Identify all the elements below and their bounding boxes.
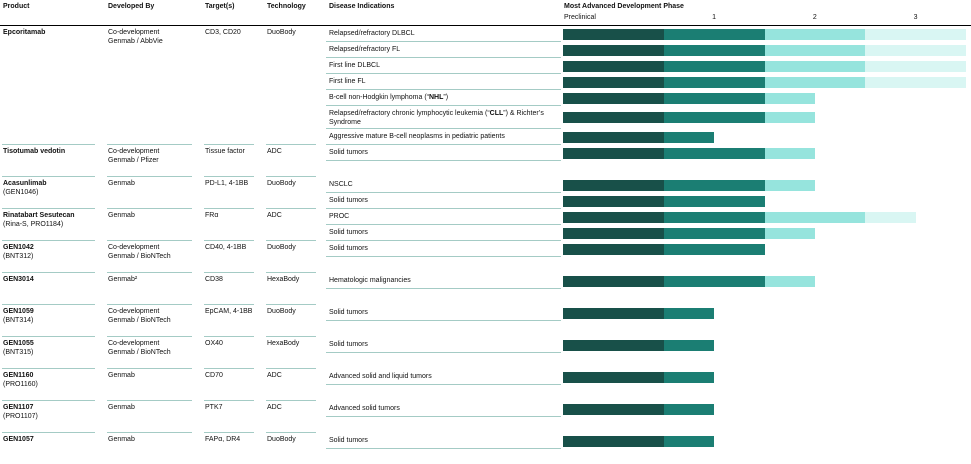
indication-label: Aggressive mature B-cell neoplasms in pediatric patients	[326, 129, 563, 145]
indication-row	[326, 433, 966, 449]
phase-bar-segment-preclinical	[563, 112, 664, 123]
technology-cell: DuoBody	[264, 177, 326, 209]
indication-row	[326, 241, 966, 257]
indication-label: Solid tumors	[326, 241, 563, 257]
target-cell: CD70	[202, 369, 264, 401]
indication-rows	[326, 209, 966, 241]
phase-bar-segment-preclinical	[563, 340, 664, 351]
developed-by-line: Genmab	[108, 372, 135, 380]
phase-bar	[563, 212, 916, 223]
phase-bar-segment-preclinical	[563, 93, 664, 104]
product-group	[0, 209, 971, 241]
col-header-targets: Target(s)	[205, 3, 235, 10]
indication-row	[326, 401, 966, 417]
indication-label: Relapsed/refractory FL	[326, 42, 563, 58]
product-cell	[0, 337, 105, 369]
product-name: GEN1160	[3, 372, 34, 380]
phase-label-1: 1	[712, 14, 717, 22]
target-cell: PTK7	[202, 401, 264, 433]
phase-bar-segment-phase-1	[664, 148, 765, 159]
phase-bar-segment-phase-1	[664, 372, 714, 383]
indication-row	[326, 193, 966, 209]
phase-bar-cell	[563, 90, 966, 106]
indication-row	[326, 145, 966, 161]
phase-bar	[563, 308, 714, 319]
phase-bar-segment-preclinical	[563, 61, 664, 72]
indication-label: Solid tumors	[326, 193, 563, 209]
phase-bar	[563, 196, 765, 207]
phase-bar-segment-phase-1	[664, 77, 765, 88]
col-header-developed-by: Developed By	[108, 3, 155, 10]
phase-bar-cell	[563, 225, 966, 241]
phase-bar-segment-preclinical	[563, 308, 664, 319]
phase-bar-segment-phase-3	[865, 77, 966, 88]
developed-by-line: Co-development	[108, 148, 160, 156]
product-name: Tisotumab vedotin	[3, 148, 66, 156]
developed-by-cell	[105, 26, 202, 145]
phase-bar	[563, 45, 966, 56]
target-cell: OX40	[202, 337, 264, 369]
developed-by-line: Co-development	[108, 244, 160, 252]
phase-bar-segment-phase-2	[765, 212, 866, 223]
phase-bar-segment-phase-3	[865, 45, 966, 56]
indication-rows	[326, 433, 966, 464]
phase-bar-cell	[563, 337, 966, 353]
indication-row	[326, 177, 966, 193]
product-name: Acasunlimab	[3, 180, 47, 188]
phase-bar-segment-phase-2	[765, 45, 866, 56]
indication-label: Solid tumors	[326, 305, 563, 321]
developed-by-line: Genmab / Pfizer	[108, 157, 159, 165]
indication-row	[326, 26, 966, 42]
phase-bar-cell	[563, 209, 966, 225]
target-cell: FAPα, DR4	[202, 433, 264, 464]
target-cell: FRα	[202, 209, 264, 241]
phase-bar-segment-phase-1	[664, 132, 714, 143]
phase-bar-segment-preclinical	[563, 404, 664, 415]
indication-label: Advanced solid and liquid tumors	[326, 369, 563, 385]
target-cell: CD38	[202, 273, 264, 305]
product-name: GEN1059	[3, 308, 34, 316]
col-header-technology: Technology	[267, 3, 306, 10]
phase-bar-segment-phase-2	[765, 61, 866, 72]
table-body	[0, 26, 971, 464]
phase-bar	[563, 436, 714, 447]
product-cell	[0, 305, 105, 337]
phase-bar	[563, 132, 714, 143]
technology-cell: ADC	[264, 401, 326, 433]
product-group	[0, 433, 971, 464]
indication-label: First line DLBCL	[326, 58, 563, 74]
phase-bar-cell	[563, 177, 966, 193]
phase-bar-segment-phase-1	[664, 93, 765, 104]
phase-bar-segment-preclinical	[563, 77, 664, 88]
indication-rows	[326, 145, 966, 177]
phase-bar-segment-phase-1	[664, 308, 714, 319]
phase-bar-segment-preclinical	[563, 45, 664, 56]
technology-cell: DuoBody	[264, 433, 326, 464]
phase-bar-segment-phase-2	[765, 29, 866, 40]
developed-by-cell	[105, 401, 202, 433]
developed-by-line: Co-development	[108, 29, 160, 37]
phase-bar-segment-phase-1	[664, 61, 765, 72]
phase-bar-cell	[563, 74, 966, 90]
phase-label-preclinical: Preclinical	[564, 14, 596, 22]
indication-rows	[326, 369, 966, 401]
phase-bar-segment-preclinical	[563, 180, 664, 191]
technology-cell: DuoBody	[264, 241, 326, 273]
product-cell	[0, 273, 105, 305]
indication-row	[326, 273, 966, 289]
col-header-disease-indications: Disease Indications	[329, 3, 395, 10]
target-cell: PD-L1, 4-1BB	[202, 177, 264, 209]
product-subname: (BNT314)	[3, 317, 34, 325]
indication-label: Relapsed/refractory DLBCL	[326, 26, 563, 42]
phase-label-3: 3	[913, 14, 918, 22]
indication-label: B-cell non-Hodgkin lymphoma (“NHL”)	[326, 90, 563, 106]
product-cell	[0, 401, 105, 433]
phase-bar-segment-preclinical	[563, 276, 664, 287]
phase-header-title: Most Advanced Development Phase	[564, 3, 684, 10]
phase-bar-segment-phase-1	[664, 112, 765, 123]
phase-bar	[563, 228, 815, 239]
phase-bar	[563, 148, 815, 159]
developed-by-line: Genmab	[108, 180, 135, 188]
phase-bar-cell	[563, 369, 966, 385]
indication-row	[326, 42, 966, 58]
developed-by-cell	[105, 241, 202, 273]
phase-bar	[563, 112, 815, 123]
indication-rows	[326, 305, 966, 337]
developed-by-line: Genmab	[108, 436, 135, 444]
developed-by-line: Genmab / BioNTech	[108, 253, 171, 261]
phase-bar	[563, 61, 966, 72]
product-group	[0, 305, 971, 337]
phase-bar-cell	[563, 273, 966, 289]
phase-bar-segment-phase-1	[664, 45, 765, 56]
product-group	[0, 337, 971, 369]
product-cell	[0, 145, 105, 177]
product-subname: (PRO1107)	[3, 413, 38, 421]
phase-bar-segment-preclinical	[563, 212, 664, 223]
phase-bar-segment-phase-1	[664, 212, 765, 223]
phase-bar-segment-phase-1	[664, 29, 765, 40]
target-cell: CD3, CD20	[202, 26, 264, 145]
product-group	[0, 145, 971, 177]
phase-bar-cell	[563, 401, 966, 417]
developed-by-line: Genmab²	[108, 276, 138, 284]
phase-bar	[563, 29, 966, 40]
developed-by-line: Genmab	[108, 404, 135, 412]
phase-bar-cell	[563, 26, 966, 42]
phase-bar-segment-phase-2	[765, 228, 815, 239]
phase-bar-segment-preclinical	[563, 244, 664, 255]
indication-row	[326, 305, 966, 321]
product-name: Rinatabart Sesutecan	[3, 212, 75, 220]
phase-bar-segment-phase-1	[664, 276, 765, 287]
product-name: GEN3014	[3, 276, 34, 284]
product-cell	[0, 177, 105, 209]
indication-row	[326, 129, 966, 145]
developed-by-line: Genmab	[108, 212, 135, 220]
developed-by-line: Genmab / AbbVie	[108, 38, 163, 46]
developed-by-line: Co-development	[108, 308, 160, 316]
phase-bar-segment-phase-1	[664, 228, 765, 239]
indication-label: Solid tumors	[326, 225, 563, 241]
product-group	[0, 241, 971, 273]
developed-by-line: Genmab / BioNTech	[108, 349, 171, 357]
phase-bar	[563, 93, 815, 104]
developed-by-cell	[105, 145, 202, 177]
indication-label: Relapsed/refractory chronic lymphocytic leukemia (“CLL”) & Richter’s Syndrome	[326, 106, 563, 129]
indication-label: First line FL	[326, 74, 563, 90]
indication-label: Solid tumors	[326, 433, 563, 449]
product-group	[0, 273, 971, 305]
product-cell	[0, 26, 105, 145]
phase-bar-segment-phase-1	[664, 436, 714, 447]
developed-by-line: Co-development	[108, 340, 160, 348]
indication-row	[326, 74, 966, 90]
phase-bar-segment-phase-3	[865, 61, 966, 72]
phase-bar-segment-preclinical	[563, 372, 664, 383]
product-cell	[0, 209, 105, 241]
indication-label: PROC	[326, 209, 563, 225]
product-cell	[0, 433, 105, 464]
phase-bar	[563, 77, 966, 88]
phase-bar-cell	[563, 129, 966, 145]
product-name: GEN1057	[3, 436, 34, 444]
indication-label: Hematologic malignancies	[326, 273, 563, 289]
product-cell	[0, 241, 105, 273]
phase-bar-cell	[563, 58, 966, 74]
indication-row	[326, 369, 966, 385]
product-subname: (Rina-S, PRO1184)	[3, 221, 64, 229]
phase-bar-cell	[563, 42, 966, 58]
indication-label: NSCLC	[326, 177, 563, 193]
indication-rows	[326, 401, 966, 433]
phase-bar-segment-phase-1	[664, 244, 765, 255]
target-cell: Tissue factor	[202, 145, 264, 177]
phase-label-2: 2	[812, 14, 817, 22]
product-name: GEN1055	[3, 340, 34, 348]
phase-bar-cell	[563, 433, 966, 449]
product-cell	[0, 369, 105, 401]
phase-bar	[563, 276, 815, 287]
table-header	[0, 0, 971, 26]
col-header-product: Product	[3, 3, 30, 10]
product-subname: (GEN1046)	[3, 189, 39, 197]
product-group	[0, 177, 971, 209]
product-name: GEN1107	[3, 404, 34, 412]
phase-bar	[563, 404, 714, 415]
phase-bar	[563, 180, 815, 191]
technology-cell: ADC	[264, 369, 326, 401]
developed-by-cell	[105, 337, 202, 369]
phase-bar-cell	[563, 193, 966, 209]
indication-row	[326, 209, 966, 225]
indication-rows	[326, 337, 966, 369]
phase-bar-segment-phase-1	[664, 340, 714, 351]
indication-row	[326, 225, 966, 241]
product-subname: (BNT315)	[3, 349, 34, 357]
phase-header	[563, 2, 966, 25]
product-group	[0, 26, 971, 145]
phase-bar	[563, 340, 714, 351]
phase-bar-segment-phase-2	[765, 276, 815, 287]
technology-cell: HexaBody	[264, 337, 326, 369]
phase-bar-segment-phase-3	[865, 29, 966, 40]
phase-bar-segment-phase-1	[664, 180, 765, 191]
technology-cell: DuoBody	[264, 305, 326, 337]
indication-rows	[326, 26, 966, 145]
phase-bar-cell	[563, 241, 966, 257]
target-cell: CD40, 4-1BB	[202, 241, 264, 273]
developed-by-cell	[105, 273, 202, 305]
phase-bar-cell	[563, 106, 966, 129]
phase-bar-segment-preclinical	[563, 29, 664, 40]
technology-cell: ADC	[264, 145, 326, 177]
product-group	[0, 401, 971, 433]
phase-bar-segment-phase-2	[765, 77, 866, 88]
technology-cell: ADC	[264, 209, 326, 241]
developed-by-cell	[105, 177, 202, 209]
indication-rows	[326, 241, 966, 273]
phase-bar-segment-phase-1	[664, 404, 714, 415]
indication-rows	[326, 273, 966, 305]
phase-bar-segment-phase-2	[765, 148, 815, 159]
indication-row	[326, 58, 966, 74]
developed-by-cell	[105, 369, 202, 401]
phase-axis	[563, 13, 966, 25]
indication-label: Solid tumors	[326, 337, 563, 353]
indication-row	[326, 106, 966, 129]
product-subname: (PRO1160)	[3, 381, 38, 389]
phase-bar-segment-phase-2	[765, 180, 815, 191]
developed-by-line: Genmab / BioNTech	[108, 317, 171, 325]
phase-bar-segment-phase-1	[664, 196, 765, 207]
technology-cell: HexaBody	[264, 273, 326, 305]
phase-bar-segment-preclinical	[563, 228, 664, 239]
phase-bar-segment-phase-2	[765, 112, 815, 123]
phase-bar-segment-phase-2	[765, 93, 815, 104]
phase-bar-cell	[563, 145, 966, 161]
developed-by-cell	[105, 209, 202, 241]
phase-bar	[563, 244, 765, 255]
phase-bar	[563, 372, 714, 383]
indication-label: Advanced solid tumors	[326, 401, 563, 417]
product-name: GEN1042	[3, 244, 34, 252]
product-name: Epcoritamab	[3, 29, 46, 37]
target-cell: EpCAM, 4-1BB	[202, 305, 264, 337]
indication-row	[326, 90, 966, 106]
indication-row	[326, 337, 966, 353]
technology-cell: DuoBody	[264, 26, 326, 145]
phase-bar-cell	[563, 305, 966, 321]
developed-by-cell	[105, 305, 202, 337]
indication-label: Solid tumors	[326, 145, 563, 161]
developed-by-cell	[105, 433, 202, 464]
product-subname: (BNT312)	[3, 253, 34, 261]
phase-bar-segment-phase-3	[865, 212, 915, 223]
phase-bar-segment-preclinical	[563, 148, 664, 159]
indication-rows	[326, 177, 966, 209]
phase-bar-segment-preclinical	[563, 132, 664, 143]
product-group	[0, 369, 971, 401]
phase-bar-segment-preclinical	[563, 196, 664, 207]
phase-bar-segment-preclinical	[563, 436, 664, 447]
